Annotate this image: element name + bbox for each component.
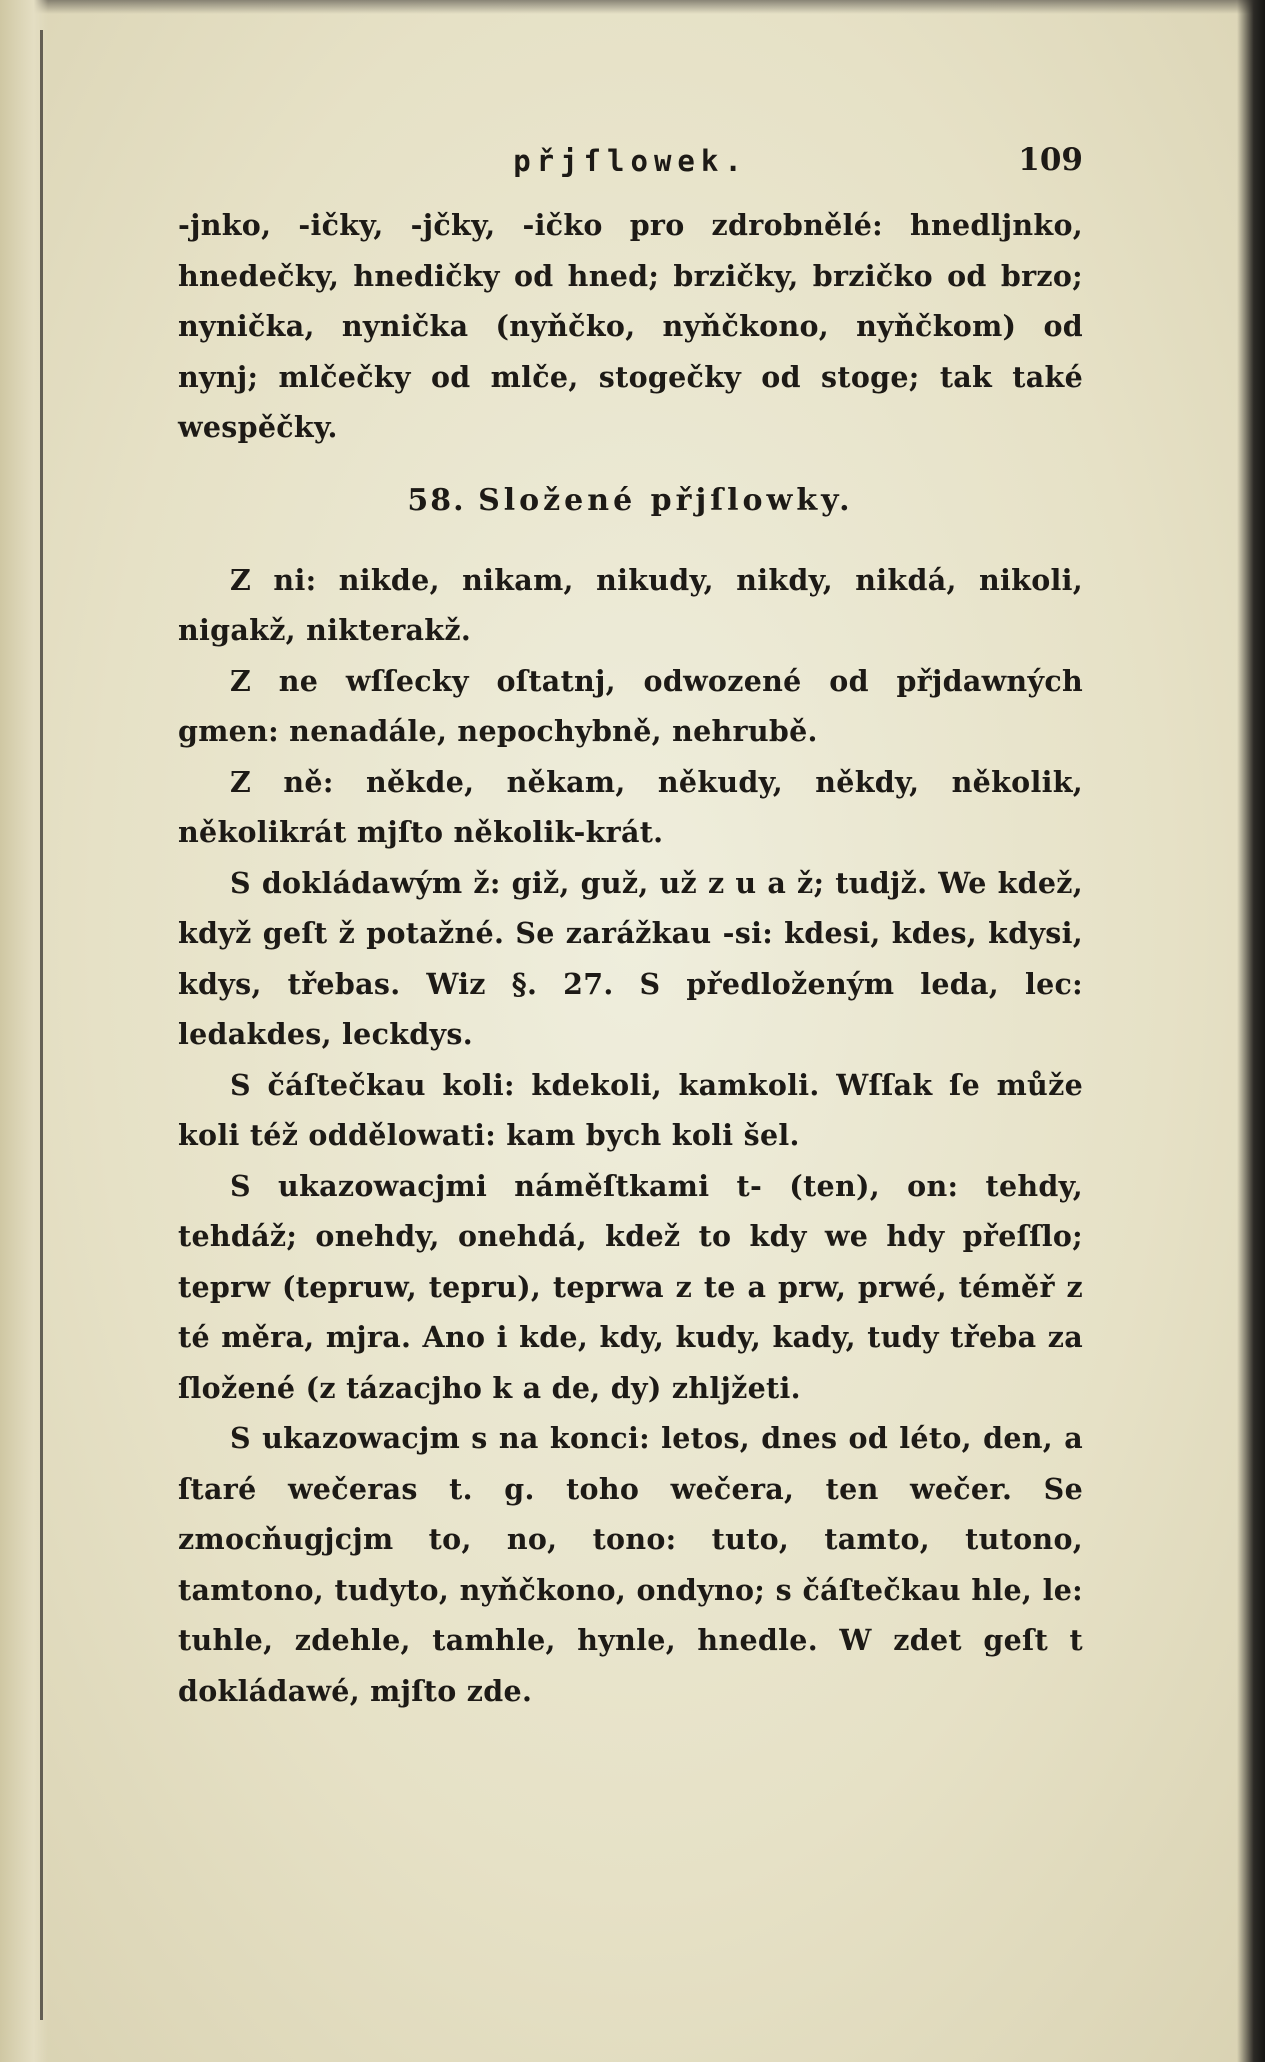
- page-content: [178, 138, 1083, 1716]
- section-number: 58.: [407, 482, 466, 518]
- paragraph-ni: Z ni: nikde, nikam, nikudy, nikdy, nikdá, nikoli, nigakž, nikterakž.: [178, 562, 1083, 647]
- section-heading: [178, 475, 1083, 527]
- paragraph-ne-2: Z ně: někde, někam, někudy, někdy, několik, několikrát mjſto několik-krát.: [178, 764, 1083, 849]
- top-edge-shadow: [0, 0, 1265, 14]
- running-title: přjſlowek.: [513, 144, 748, 178]
- paragraph-intro: -jnko, -ičky, -jčky, -ičko pro zdrobnělé: hnedljnko, hnedečky, hnedičky od hned; brzičky, brzičko od brzo; nynička, nynička (nyňčko, nyňčkono, nyňčkom) od nynj; mlčečky od mlče, stogečky od stoge; tak také wespěčky.: [178, 208, 1083, 444]
- paragraph-ukazowaci-s: S ukazowacjm s na konci: letos, dnes od léto, den, a ſtaré wečeras t. g. toho wečera, ten wečer. Se zmocňugjcjm to, no, tono: tuto, tamto, tutono, tamtono, tudyto, nyňčkono, ondyno; s čáſtečkau hle, le: tuhle, zdehle, tamhle, hynle, hnedle. W zdet geſt t dokládawé, mjſto zde.: [178, 1421, 1083, 1708]
- paragraph-koli: S čáſtečkau koli: kdekoli, kamkoli. Wſſak ſe může koli též oddělowati: kam bych koli šel.: [178, 1067, 1083, 1152]
- paragraph-ukazowaci: S ukazowacjmi náměſtkami t- (ten), on: tehdy, tehdáž; onehdy, onehdá, kdež to kdy we hdy přeſſlo; teprw (tepruw, tepru), teprwa z te a prw, prwé, téměř z té měra, mjra. Ano i kde, kdy, kudy, kady, tudy třeba za ſložené (z tázacjho k a de, dy) zhljžeti.: [178, 1168, 1083, 1405]
- paragraph-dokladawy: S dokládawým ž: giž, guž, už z u a ž; tudjž. We kdež, když geſt ž potažné. Se zarážkau -si: kdesi, kdes, kdysi, kdys, třebas. Wiz §. 27. S předloženým leda, lec: ledakdes, leckdys.: [178, 865, 1083, 1051]
- right-edge-shadow: [1237, 0, 1265, 2062]
- paragraph-ne: Z ne wſſecky oſtatnj, odwozené od přjdawných gmen: nenadále, nepochybně, nehrubě.: [178, 663, 1083, 748]
- page-number: 109: [1018, 142, 1083, 178]
- page-edge-line: [40, 30, 43, 2020]
- section-title: Složené přjſlowky.: [478, 482, 854, 518]
- running-head: [178, 138, 1083, 190]
